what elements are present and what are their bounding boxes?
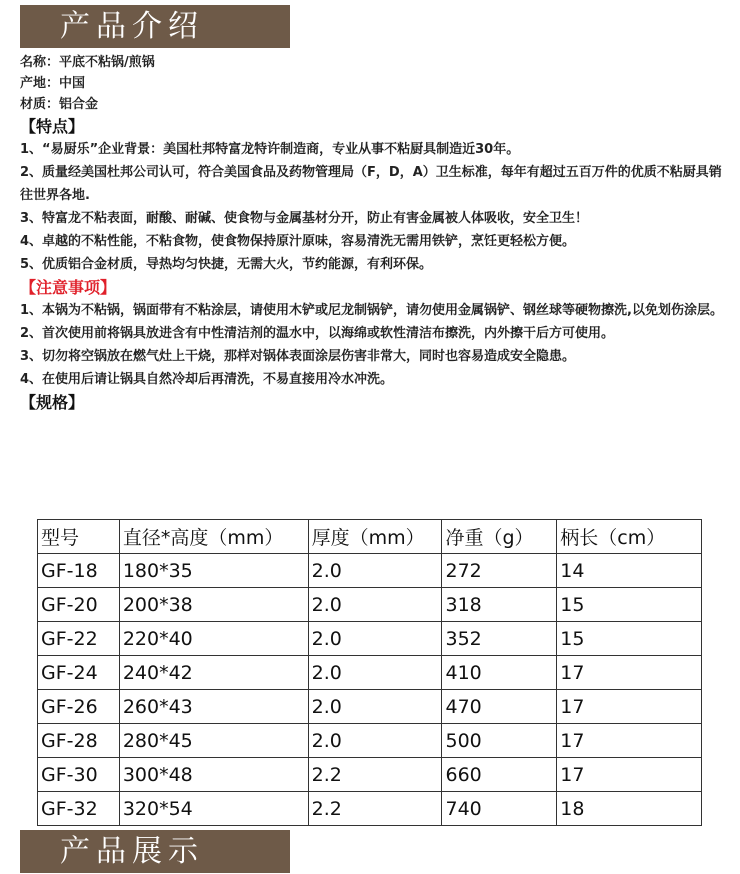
col-header-thickness: 厚度（mm）: [308, 520, 442, 554]
table-cell: 660: [442, 758, 557, 792]
table-cell: 2.0: [308, 554, 442, 588]
col-header-model: 型号: [38, 520, 120, 554]
table-cell: GF-22: [38, 622, 120, 656]
notes-heading: 【注意事项】: [20, 278, 117, 297]
table-cell: GF-24: [38, 656, 120, 690]
table-row: [38, 724, 702, 758]
table-cell: GF-26: [38, 690, 120, 724]
table-cell: 2.0: [308, 724, 442, 758]
table-row: [38, 792, 702, 826]
table-cell: 318: [442, 588, 557, 622]
spec-table-body: [38, 554, 702, 826]
table-cell: 352: [442, 622, 557, 656]
table-cell: 220*40: [119, 622, 308, 656]
table-cell: 500: [442, 724, 557, 758]
table-cell: GF-30: [38, 758, 120, 792]
feature-item-5: 5、优质铝合金材质，导热均匀快捷，无需大火，节约能源，有利环保。: [20, 257, 433, 272]
table-cell: 2.0: [308, 588, 442, 622]
table-cell: 2.2: [308, 792, 442, 826]
table-row: [38, 758, 702, 792]
note-item-3: 3、切勿将空锅放在燃气灶上干烧，那样对锅体表面涂层伤害非常大，同时也容易造成安全隐患。: [20, 349, 576, 364]
table-cell: 200*38: [119, 588, 308, 622]
table-cell: GF-28: [38, 724, 120, 758]
table-cell: 2.0: [308, 622, 442, 656]
table-cell: 272: [442, 554, 557, 588]
product-intro-content: [20, 52, 725, 414]
spec-header-row: [38, 520, 702, 554]
table-cell: 280*45: [119, 724, 308, 758]
note-item-1: 1、本锅为不粘锅，锅面带有不粘涂层，请使用木铲或尼龙制锅铲，请勿使用金属锅铲、钢丝球等硬物擦洗,以免划伤涂层。: [20, 303, 723, 318]
product-origin: 产地：中国: [20, 76, 86, 91]
section-banner-intro: 产品介绍: [20, 5, 290, 48]
table-row: [38, 622, 702, 656]
feature-item-2: 2、质量经美国杜邦公司认可，符合美国食品及药物管理局（F，D，A）卫生标准，每年有超过五百万件的优质不粘厨具销往世界各地.: [20, 165, 722, 203]
table-cell: GF-32: [38, 792, 120, 826]
table-cell: 260*43: [119, 690, 308, 724]
feature-item-3: 3、特富龙不粘表面，耐酸、耐碱、使食物与金属基材分开，防止有害金属被人体吸收，安全卫生！: [20, 211, 589, 226]
table-cell: 300*48: [119, 758, 308, 792]
spec-table: [37, 519, 702, 826]
features-heading: 【特点】: [20, 117, 85, 136]
note-item-2: 2、首次使用前将锅具放进含有中性清洁剂的温水中，以海绵或软性清洁布擦洗，内外擦干后方可使用。: [20, 326, 615, 341]
table-cell: 14: [557, 554, 702, 588]
table-cell: 240*42: [119, 656, 308, 690]
table-cell: 15: [557, 622, 702, 656]
table-cell: GF-20: [38, 588, 120, 622]
table-cell: 15: [557, 588, 702, 622]
table-cell: 470: [442, 690, 557, 724]
table-cell: 18: [557, 792, 702, 826]
section-banner-showcase: 产品展示: [20, 830, 290, 873]
feature-item-1: 1、“易厨乐”企业背景：美国杜邦特富龙特许制造商，专业从事不粘厨具制造近30年。: [20, 142, 520, 157]
product-material: 材质：铝合金: [20, 97, 99, 112]
col-header-size: 直径*高度（mm）: [119, 520, 308, 554]
spec-heading: 【规格】: [20, 393, 85, 412]
note-item-4: 4、在使用后请让锅具自然冷却后再清洗，不易直接用冷水冲洗。: [20, 372, 394, 387]
table-cell: GF-18: [38, 554, 120, 588]
table-cell: 2.2: [308, 758, 442, 792]
table-cell: 180*35: [119, 554, 308, 588]
table-cell: 17: [557, 724, 702, 758]
feature-item-4: 4、卓越的不粘性能，不粘食物，使食物保持原汁原味，容易清洗无需用铁铲，烹饪更轻松方便。: [20, 234, 576, 249]
table-cell: 2.0: [308, 690, 442, 724]
product-name: 名称：平底不粘锅/煎锅: [20, 55, 155, 70]
table-row: [38, 690, 702, 724]
table-cell: 320*54: [119, 792, 308, 826]
table-cell: 17: [557, 758, 702, 792]
table-row: [38, 554, 702, 588]
table-cell: 410: [442, 656, 557, 690]
table-cell: 740: [442, 792, 557, 826]
table-row: [38, 588, 702, 622]
col-header-weight: 净重（g）: [442, 520, 557, 554]
col-header-handle: 柄长（cm）: [557, 520, 702, 554]
table-cell: 17: [557, 656, 702, 690]
table-cell: 2.0: [308, 656, 442, 690]
table-cell: 17: [557, 690, 702, 724]
table-row: [38, 656, 702, 690]
